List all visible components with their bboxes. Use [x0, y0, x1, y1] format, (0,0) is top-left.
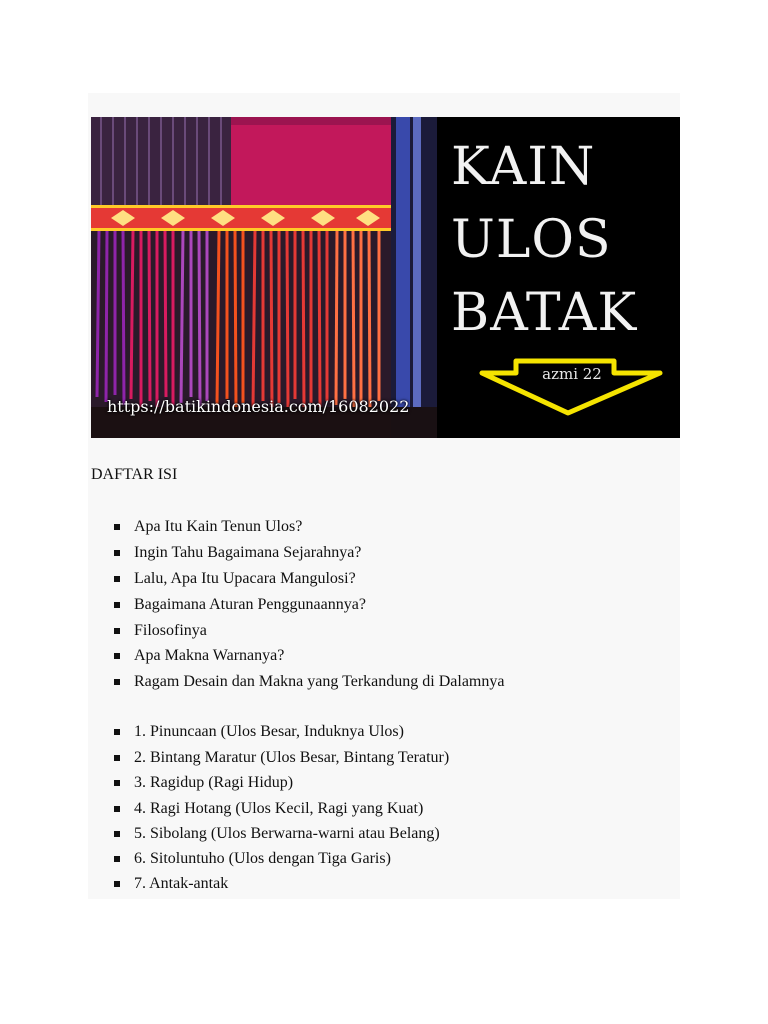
bullet-icon: [114, 524, 120, 530]
banner-title-line-2: ULOS: [451, 210, 612, 270]
toc-sub-item[interactable]: [114, 872, 228, 896]
toc-item-label: Lalu, Apa Itu Upacara Mangulosi?: [134, 570, 356, 587]
bullet-icon: [114, 831, 120, 837]
bullet-icon: [114, 856, 120, 862]
bullet-icon: [114, 679, 120, 685]
bullet-icon: [114, 576, 120, 582]
toc-item[interactable]: [114, 593, 366, 617]
toc-sub-item-label: 6. Sitoluntuho (Ulos dengan Tiga Garis): [134, 850, 391, 867]
toc-sub-item-label: 5. Sibolang (Ulos Berwarna-warni atau Belang): [134, 825, 440, 842]
toc-sub-item-label: 1. Pinuncaan (Ulos Besar, Induknya Ulos): [134, 723, 404, 740]
toc-item[interactable]: [114, 515, 302, 539]
toc-sub-item[interactable]: [114, 746, 449, 770]
toc-item[interactable]: [114, 670, 504, 694]
bullet-icon: [114, 806, 120, 812]
bullet-icon: [114, 729, 120, 735]
toc-sub-item[interactable]: [114, 771, 293, 795]
toc-sub-item-label: 3. Ragidup (Ragi Hidup): [134, 774, 294, 791]
toc-sub-item-label: 2. Bintang Maratur (Ulos Besar, Bintang Teratur): [134, 749, 450, 766]
bullet-icon: [114, 628, 120, 634]
banner-title-line-1: KAIN: [451, 137, 596, 197]
banner-title-line-3: BATAK: [451, 283, 638, 343]
toc-item[interactable]: [114, 619, 207, 643]
toc-sub-item[interactable]: [114, 720, 404, 744]
toc-item[interactable]: [114, 644, 284, 668]
toc-item-label: Bagaimana Aturan Penggunaannya?: [134, 596, 366, 613]
toc-heading: DAFTAR ISI: [91, 466, 178, 483]
bullet-icon: [114, 550, 120, 556]
toc-sub-item[interactable]: [114, 847, 391, 871]
source-url-caption: https://batikindonesia.com/16082022: [107, 397, 410, 416]
bullet-icon: [114, 780, 120, 786]
toc-item-label: Apa Itu Kain Tenun Ulos?: [134, 518, 303, 535]
bullet-icon: [114, 755, 120, 761]
toc-item-label: Ingin Tahu Bagaimana Sejarahnya?: [134, 544, 362, 561]
bullet-icon: [114, 653, 120, 659]
toc-sub-item-label: 4. Ragi Hotang (Ulos Kecil, Ragi yang Kuat): [134, 800, 424, 817]
banner-title: [451, 131, 680, 350]
bullet-icon: [114, 881, 120, 887]
ulos-fabric-illustration: [91, 117, 437, 438]
toc-item-label: Ragam Desain dan Makna yang Terkandung di Dalamnya: [134, 673, 505, 690]
toc-sub-item[interactable]: [114, 797, 423, 821]
header-banner-image: [91, 117, 680, 438]
bullet-icon: [114, 602, 120, 608]
arrow-label: azmi 22: [542, 365, 602, 383]
toc-item[interactable]: [114, 567, 356, 591]
toc-item-label: Apa Makna Warnanya?: [134, 647, 285, 664]
toc-item[interactable]: [114, 541, 361, 565]
toc-sub-item[interactable]: [114, 822, 440, 846]
toc-sub-item-label: 7. Antak-antak: [134, 875, 229, 892]
toc-item-label: Filosofinya: [134, 622, 207, 639]
